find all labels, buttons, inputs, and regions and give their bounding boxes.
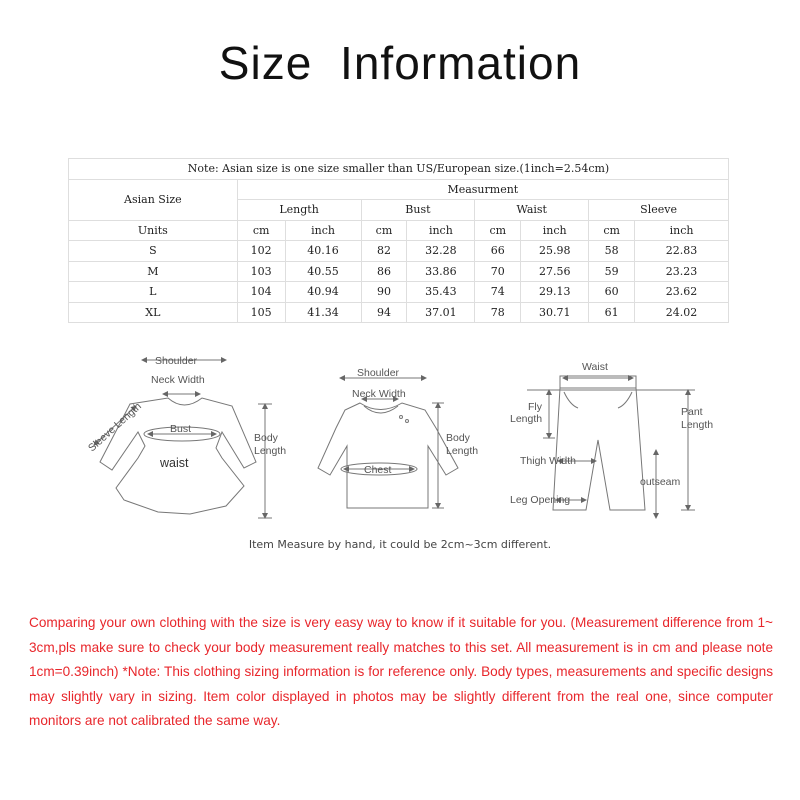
value-cell: 29.13 xyxy=(521,282,589,303)
value-cell: 103 xyxy=(237,261,285,282)
unit-cm: cm xyxy=(237,220,285,241)
table-row xyxy=(69,241,729,262)
value-cell: 59 xyxy=(589,261,635,282)
value-cell: 86 xyxy=(361,261,407,282)
top-outline-icon xyxy=(318,403,458,508)
table-row xyxy=(69,282,729,303)
top-length-label: Length xyxy=(446,445,479,457)
unit-inch: inch xyxy=(635,220,729,241)
pants-pant-label: Pant xyxy=(681,406,703,418)
table-row xyxy=(69,261,729,282)
value-cell: 105 xyxy=(237,302,285,323)
unit-cm: cm xyxy=(361,220,407,241)
size-cell: S xyxy=(69,241,238,262)
value-cell: 40.16 xyxy=(285,241,361,262)
table-row xyxy=(69,302,729,323)
pants-fly-length-label: Length xyxy=(510,413,543,425)
dress-body-label: Body xyxy=(254,432,278,444)
pants-fly-label: Fly xyxy=(528,401,542,413)
measure-note: Item Measure by hand, it could be 2cm~3cm different. xyxy=(248,538,552,551)
value-cell: 78 xyxy=(475,302,521,323)
pants-thigh-width-label: Thigh Width xyxy=(520,455,577,467)
table-note-row xyxy=(69,159,729,180)
value-cell: 60 xyxy=(589,282,635,303)
dress-waist-label: waist xyxy=(160,456,189,470)
sizing-notice: Comparing your own clothing with the size is very easy way to know if it suitable for you. (Measurement difference from 1~ 3cm,pls make sure to check your body measurement really matches to this set. All measurement is in cm and please note 1cm=0.39inch) *Note: This clothing sizing information is for reference only. Body types, measurements and specific designs may slightly vary in sizing. Item color displayed in photos may be slightly different from the real one, since computer monitors are not calibrated the same way. xyxy=(29,615,773,728)
size-table xyxy=(68,158,729,323)
unit-cm: cm xyxy=(475,220,521,241)
value-cell: 30.71 xyxy=(521,302,589,323)
value-cell: 33.86 xyxy=(407,261,475,282)
value-cell: 90 xyxy=(361,282,407,303)
table-header-row xyxy=(69,179,729,200)
value-cell: 27.56 xyxy=(521,261,589,282)
unit-inch: inch xyxy=(407,220,475,241)
dress-neck-width-label: Neck Width xyxy=(151,374,205,386)
asian-size-header: Asian Size xyxy=(69,179,238,220)
value-cell: 23.62 xyxy=(635,282,729,303)
value-cell: 102 xyxy=(237,241,285,262)
measurement-header: Measurment xyxy=(237,179,728,200)
group-header-length: Length xyxy=(237,200,361,221)
value-cell: 22.83 xyxy=(635,241,729,262)
value-cell: 40.94 xyxy=(285,282,361,303)
size-cell: XL xyxy=(69,302,238,323)
table-note: Note: Asian size is one size smaller than US/European size.(1inch=2.54cm) xyxy=(69,159,729,180)
page-title: Size Information xyxy=(218,37,582,89)
dress-shoulder-label: Shoulder xyxy=(155,355,198,367)
top-neck-width-label: Neck Width xyxy=(352,388,406,400)
value-cell: 82 xyxy=(361,241,407,262)
table-units-row xyxy=(69,220,729,241)
size-cell: L xyxy=(69,282,238,303)
value-cell: 74 xyxy=(475,282,521,303)
units-label: Units xyxy=(69,220,238,241)
group-header-waist: Waist xyxy=(475,200,589,221)
value-cell: 41.34 xyxy=(285,302,361,323)
measurement-diagrams xyxy=(80,340,720,540)
value-cell: 37.01 xyxy=(407,302,475,323)
dress-sleeve-length-label: Sleeve Length xyxy=(85,400,144,455)
value-cell: 24.02 xyxy=(635,302,729,323)
pants-leg-opening-label: Leg Opening xyxy=(510,494,571,506)
unit-cm: cm xyxy=(589,220,635,241)
top-shoulder-label: Shoulder xyxy=(357,367,400,379)
value-cell: 104 xyxy=(237,282,285,303)
unit-inch: inch xyxy=(285,220,361,241)
pants-waist-label: Waist xyxy=(582,361,608,373)
dress-length-label: Length xyxy=(254,445,287,457)
value-cell: 35.43 xyxy=(407,282,475,303)
size-cell: M xyxy=(69,261,238,282)
value-cell: 25.98 xyxy=(521,241,589,262)
value-cell: 61 xyxy=(589,302,635,323)
value-cell: 23.23 xyxy=(635,261,729,282)
pants-pant-length-label: Length xyxy=(681,419,714,431)
value-cell: 70 xyxy=(475,261,521,282)
top-body-label: Body xyxy=(446,432,470,444)
group-header-bust: Bust xyxy=(361,200,475,221)
value-cell: 32.28 xyxy=(407,241,475,262)
value-cell: 58 xyxy=(589,241,635,262)
pants-outseam-label: outseam xyxy=(640,476,681,488)
value-cell: 94 xyxy=(361,302,407,323)
top-chest-label: Chest xyxy=(364,464,392,476)
pants-outline-icon xyxy=(553,388,645,510)
value-cell: 40.55 xyxy=(285,261,361,282)
group-header-sleeve: Sleeve xyxy=(589,200,729,221)
dress-bust-label: Bust xyxy=(170,423,192,435)
value-cell: 66 xyxy=(475,241,521,262)
unit-inch: inch xyxy=(521,220,589,241)
